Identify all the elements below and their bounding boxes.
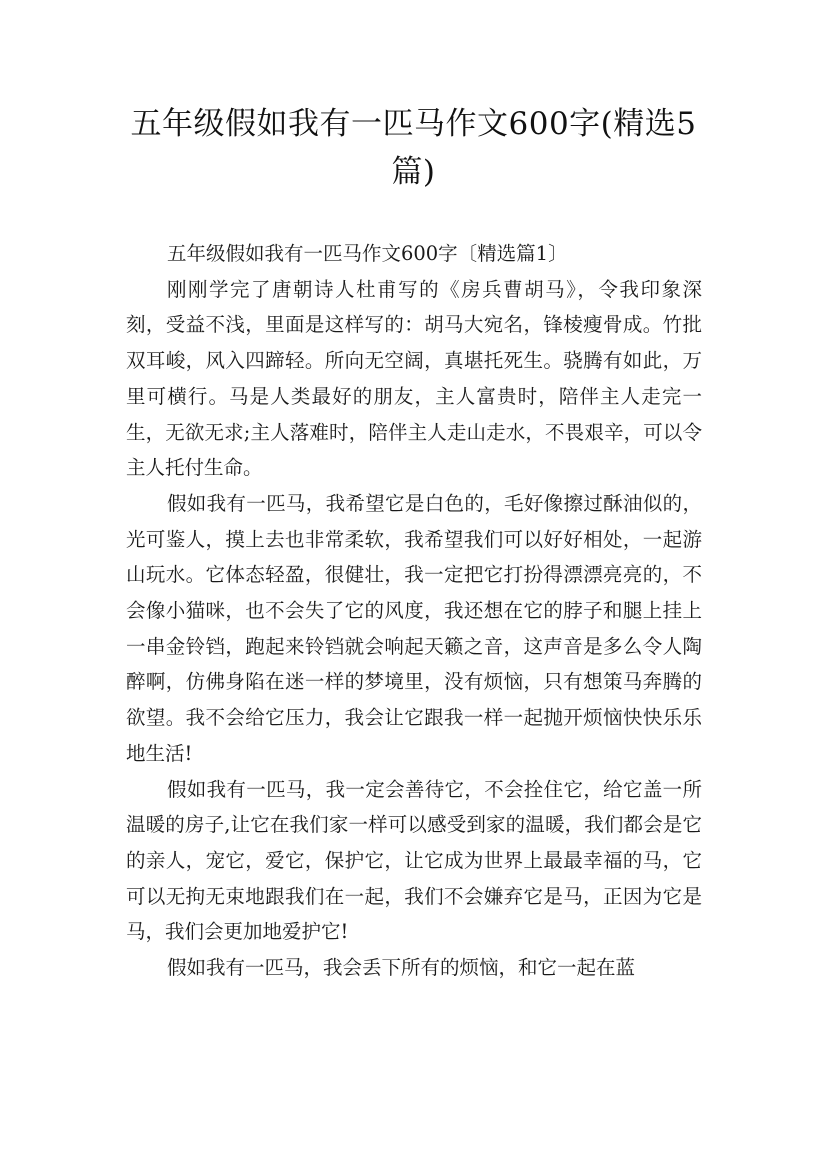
document-title: 五年级假如我有一匹马作文600字(精选5篇) bbox=[130, 106, 697, 190]
paragraph-2: 假如我有一匹马，我希望它是白色的，毛好像擦过酥油似的，光可鉴人，摸上去也非常柔软，我希望我们可以好好相处，一起游山玩水。它体态轻盈，很健壮，我一定把它打扮得漂漂亮亮的，不会像小猫咪，也不会失了它的风度，我还想在它的脖子和腿上挂上一串金铃铛，跑起来铃铛就会响起天籁之音，这声音是多么令人陶醉啊，仿佛身陷在迷一样的梦境里，没有烦恼，只有想策马奔腾的欲望。我不会给它压力，我会让它跟我一样一起抛开烦恼快快乐乐地生活! bbox=[126, 491, 702, 765]
paragraph-4: 假如我有一匹马，我会丢下所有的烦恼，和它一起在蓝 bbox=[166, 956, 635, 980]
document-body bbox=[126, 236, 702, 986]
paragraph-3: 假如我有一匹马，我一定会善待它，不会拴住它，给它盖一所温暖的房子,让它在我们家一样可以感受到家的温暖，我们都会是它的亲人，宠它，爱它，保护它，让它成为世界上最最幸福的马，它可以无拘无束地跟我们在一起，我们不会嫌弃它是马，正因为它是马，我们会更加地爱护它! bbox=[126, 777, 702, 944]
section-heading: 五年级假如我有一匹马作文600字〔精选篇1〕 bbox=[166, 242, 568, 265]
paragraph-1: 刚刚学完了唐朝诗人杜甫写的《房兵曹胡马》，令我印象深刻，受益不浅，里面是这样写的：胡马大宛名，锋棱瘦骨成。竹批双耳峻，风入四蹄轻。所向无空阔，真堪托死生。骁腾有如此，万里可横行。马是人类最好的朋友，主人富贵时，陪伴主人走完一生，无欲无求;主人落难时，陪伴主人走山走水，不畏艰辛，可以令主人托付生命。 bbox=[126, 277, 702, 480]
